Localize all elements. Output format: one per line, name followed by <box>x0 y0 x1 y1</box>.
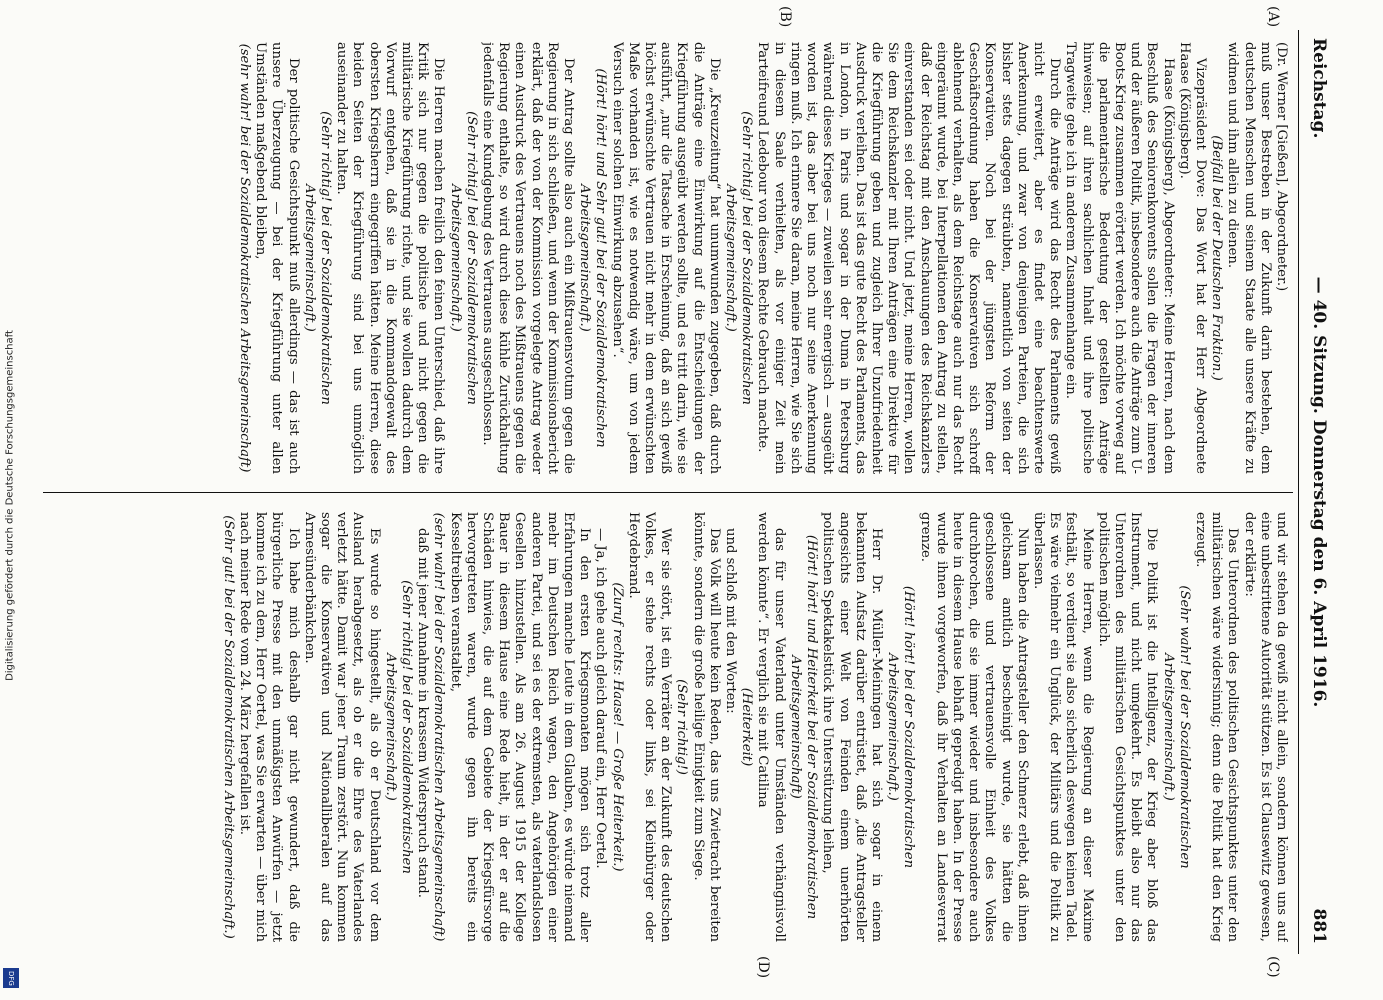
paragraph: (Zuruf rechts: Haase! — Große Heiterkeit.) <box>609 582 625 872</box>
paragraph: (Dr. Werner [Gießen], Abgeordneter.) <box>1274 42 1289 292</box>
paragraph: Haase (Königsberg), Abgeordneter: Meine Herren, nach dem Beschluß des Seniorenkonvents sollen die Fragen der inneren und der äußeren Politik, insbesondere auch die Anträge zum U-Boots-Krieg zusammen erörtert werden. Ich möchte vorweg auf die parlamentarische Bedeutung der gestellten Anträge hinweisen; auf ihren sachlichen Inhalt und ihre politische Tragweite gehe ich in anderem Zusammenhange ein. <box>1063 42 1176 474</box>
paragraph: (Sehr gut! bei der Sozialdemokratischen Arbeitsgemeinschaft.) <box>220 515 236 939</box>
paragraph: In den ersten Kriegsmonaten mögen sich trotz aller Erfahrungen manche Leute in dem Glauben, es würde niemand mehr im Deutschen Reich wagen, den Angehörigen einer anderen Partei, und sei es der extremsten, als vaterlandslosen Gesellen hinzustellen. Als am 26. August 1915 der Kollege Bauer in diesem Hause eine Rede hielt, in der er auf die Schäden hinwies, die auf dem Gebiete der Kriegsfürsorge hervorgetreten waren, wurde gegen ihn bereits ein Kesseltreiben veranstaltet, <box>447 512 593 942</box>
right-column <box>45 512 1289 942</box>
credit-text: Digitalisierung gefördert durch die Deutsche Forschungsgemeinschaft <box>4 330 16 681</box>
paragraph: (Beifall bei der Deutschen Fraktion.) <box>1209 135 1225 381</box>
paragraph: Vizepräsident Dove: Das Wort hat der Herr Abgeordnete Haase (Königsberg). <box>1176 42 1208 474</box>
paragraph: Ich habe mich deshalb gar nicht gewundert, daß die bürgerliche Presse mit den unmäßigsten Anwürfen — jetzt komme ich zu dem, Herr Oertel, was Sie erwarten — über mich nach meiner Rede vom 24. März hergefallen ist. <box>237 512 301 942</box>
header-left: Reichstag. <box>1309 38 1329 139</box>
paragraph: muß unser Bestreben in der Zukunft darin bestehen, dem deutschen Menschen und seinem Staate alle unsere Kräfte zu widmen und ihm allein zu dienen. <box>1225 42 1273 474</box>
paragraph: (sehr wahr! bei der Sozialdemokratischen Arbeitsgemeinschaft) <box>237 43 252 473</box>
paragraph: (Hört! hört! und Heiterkeit bei der Sozialdemokratischen Arbeitsgemeinschaft) <box>787 534 820 920</box>
paragraph: (Sehr richtig! bei der Sozialdemokratischen Arbeitsgemeinschaft.) <box>382 580 415 874</box>
paragraph: (sehr wahr! bei der Sozialdemokratischen Arbeitsgemeinschaft) <box>431 512 447 942</box>
paragraph: Meine Herren, wenn die Regierung an dieser Maxime festhält, so verdient sie also sicherlich deswegen keinen Tadel. Es wäre vielmehr ein Unglück, der Militärs und die Politik zu überlassen. <box>1030 512 1095 942</box>
paragraph: (Sehr richtig! bei der Sozialdemokratischen Arbeitsgemeinschaft.) <box>723 111 755 405</box>
paragraph: Die Herren machen freilich den feinen Unterschied, daß ihre Kritik sich nur gegen die politische und nicht gegen die militärische Kriegführung richte, und sie wollen dadurch dem Vorwurf entgehen, daß sie in die Kommandogewalt des obersten Kriegsherrn eingegriffen hätten. Meine Herren, diese beiden Seiten der Kriegführung sind bei uns unmöglich auseinander zu halten. <box>334 42 447 474</box>
paragraph: Der Antrag sollte also auch ein Mißtrauensvotum gegen die Regierung in sich schließen, und wenn der Kommissionsbericht erklärt, daß der von der Kommission vorgelegte Antrag weder einen Ausdruck des Vertrauens noch des Mißtrauens gegen die Regierung enthalte, so wird durch diese kühle Zurückhaltung jedenfalls eine Kundgebung des Vertrauens ausgeschlossen. <box>480 42 577 474</box>
paragraph: — Ja, ich gehe auch gleich darauf ein, Herr Oertel. <box>593 528 609 869</box>
paragraph: (Sehr richtig!) <box>674 679 690 775</box>
paragraph: und wir stehen da gewiß nicht allein, sondern können uns auf eine unbestrittene Autorität stützen. Es ist Clausewitz gewesen, der erklärte: <box>1241 512 1289 942</box>
paragraph: und schloß mit den Worten: <box>723 528 739 714</box>
margin-mark-d: (D) <box>755 956 771 979</box>
paragraph: Das Volk will heute kein Reden, das uns Zwietracht bereiten könnte, sondern die große heilige Einigkeit zum Siege. <box>690 512 722 942</box>
paragraph: das für unser Vaterland unter Umständen verhängnisvoll werden könnte“. Er verglich sie mit Catilina <box>755 512 787 942</box>
page-number: 881 <box>1309 908 1329 944</box>
paragraph: Die Politik ist die Intelligenz, der Krieg aber bloß das Instrument, und nicht umgekehrt. Es bleibt also nur das Unterordnen des militärischen Gesichtspunktes unter den politischen möglich. <box>1095 512 1160 942</box>
column-divider <box>43 492 1293 493</box>
digitization-credit <box>0 0 22 1000</box>
paragraph: Herr Dr. Müller-Meiningen hat sich sogar in einem bekannten Aufsatz darüber entrüstet, daß „die Antragsteller angesichts einer Welt von Feinden einem unerhörten politischen Spektakelstück ihre Unterstützung leihen, <box>820 512 884 942</box>
paragraph: Es wurde so hingestellt, als ob er Deutschland vor dem Ausland herabgesetzt, als ob er die Ehre des Vaterlandes verletzt hätte. Damit war jener Traum zerstört. Nun kommen sogar die Konservativen und Nationalliberalen auf das Armesünderbänkchen. <box>301 512 382 942</box>
paragraph: Durch die Anträge wird das Recht des Parlaments gewiß nicht erweitert, aber es findet eine beachtenswerte Anerkennung, und zwar von denjenigen Parteien, die sich bisher stets dagegen sträubten, namentlich von seiten der Konservativen. Noch bei der jüngsten Reform der Geschäftsordnung haben die Konservativen sich schroff ablehnend verhalten, als dem Reichstage auch nur das Recht eingeräumt wurde, bei Interpellationen den Antrag zu stellen, daß der Reichstag mit den Anschauungen des Reichskanzlers einverstanden sei oder nicht. Und jetzt, meine Herren, wollen Sie dem Reichskanzler mit Ihren Anträgen eine Direktive für die Kriegführung geben und zugleich Ihrer Unzufriedenheit Ausdruck verleihen. Das ist das gute Recht des Parlaments, das in London, in Paris und sogar in der Duma in Petersburg während dieses Krieges — zuweilen sehr energisch — ausgeübt worden ist, das aber bei uns noch nur seine Anerkennung ringen muß. Ich erinnere Sie daran, meine Herren, wie Sie sich in diesem Saale verhielten, als vor einiger Zeit mein Parteifreund Ledebour von diesem Rechte Gebrauch machte. <box>755 42 1063 474</box>
paragraph: Die „Kreuzzeitung“ hat unumwunden zugegeben, daß durch die Anträge eine Einwirkung auf die Entscheidungen der Kriegführung ausgeübt werden sollte, und es tritt darin, wie sie ausführt, „nur die Tatsache in Erscheinung, daß an sich gewiß höchst erwünschte Vertrauen nicht mehr in dem erwünschten Maße vorhanden ist, wie es notwendig wäre, um von jedem Versuch einer solchen Einwirkung abzusehen“. <box>609 42 722 474</box>
paragraph: Wer sie stört, ist ein Verräter an der Zukunft des deutschen Volkes, er stehe rechts oder links, sei Kleinbürger oder Heydebrand. <box>625 512 674 942</box>
margin-mark-c: (C) <box>1265 956 1281 978</box>
paragraph: Nun haben die Antragsteller den Schmerz erlebt, daß ihnen gleichsam amtlich bescheinigt wurde, sie hätten die geschlossene und vertrauensvolle Einheit des Volkes durchbrochen, die sie immer wieder und insbesondere auch heute in diesem Hause lebhaft gepredigt haben. In der Presse wurde ihnen vorgeworfen, daß ihr Verhalten an Landesverrat grenze. <box>917 512 1030 942</box>
reichstag-page <box>21 0 1341 990</box>
paragraph: daß mit jener Annahme in krassem Widerspruch stand. <box>415 528 431 898</box>
paragraph: (Heiterkeit) <box>739 687 755 767</box>
header-center: — 40. Sitzung. Donnerstag den 6. April 1916. <box>1309 276 1329 708</box>
paragraph: (Sehr wahr! bei der Sozialdemokratischen Arbeitsgemeinschaft.) <box>1160 585 1192 869</box>
paragraph: Der politische Gesichtspunkt muß allerdings — das ist auch unsere Überzeugung — bei der Kriegführung unter allen Umständen maßgebend bleiben, <box>253 42 301 474</box>
left-column <box>45 42 1289 474</box>
paragraph: (Hört! hört! bei der Sozialdemokratischen Arbeitsgemeinschaft.) <box>885 585 917 869</box>
paragraph: (Sehr richtig! bei der Sozialdemokratischen Arbeitsgemeinschaft.) <box>301 111 334 405</box>
dfg-logo: DFG <box>3 968 19 988</box>
page-header <box>1298 30 1335 954</box>
margin-mark-a: (A) <box>1265 6 1281 28</box>
paragraph: (Sehr richtig! bei der Sozialdemokratischen Arbeitsgemeinschaft.) <box>447 111 479 405</box>
paragraph: Das Unterordnen des politischen Gesichtspunktes unter den militärischen wäre widersinnig; denn die Politik hat den Krieg erzeugt. <box>1192 512 1241 942</box>
paragraph: (Hört! hört! und Sehr gut! bei der Sozialdemokratischen Arbeitsgemeinschaft.) <box>577 68 609 448</box>
margin-mark-b: (B) <box>777 6 793 28</box>
